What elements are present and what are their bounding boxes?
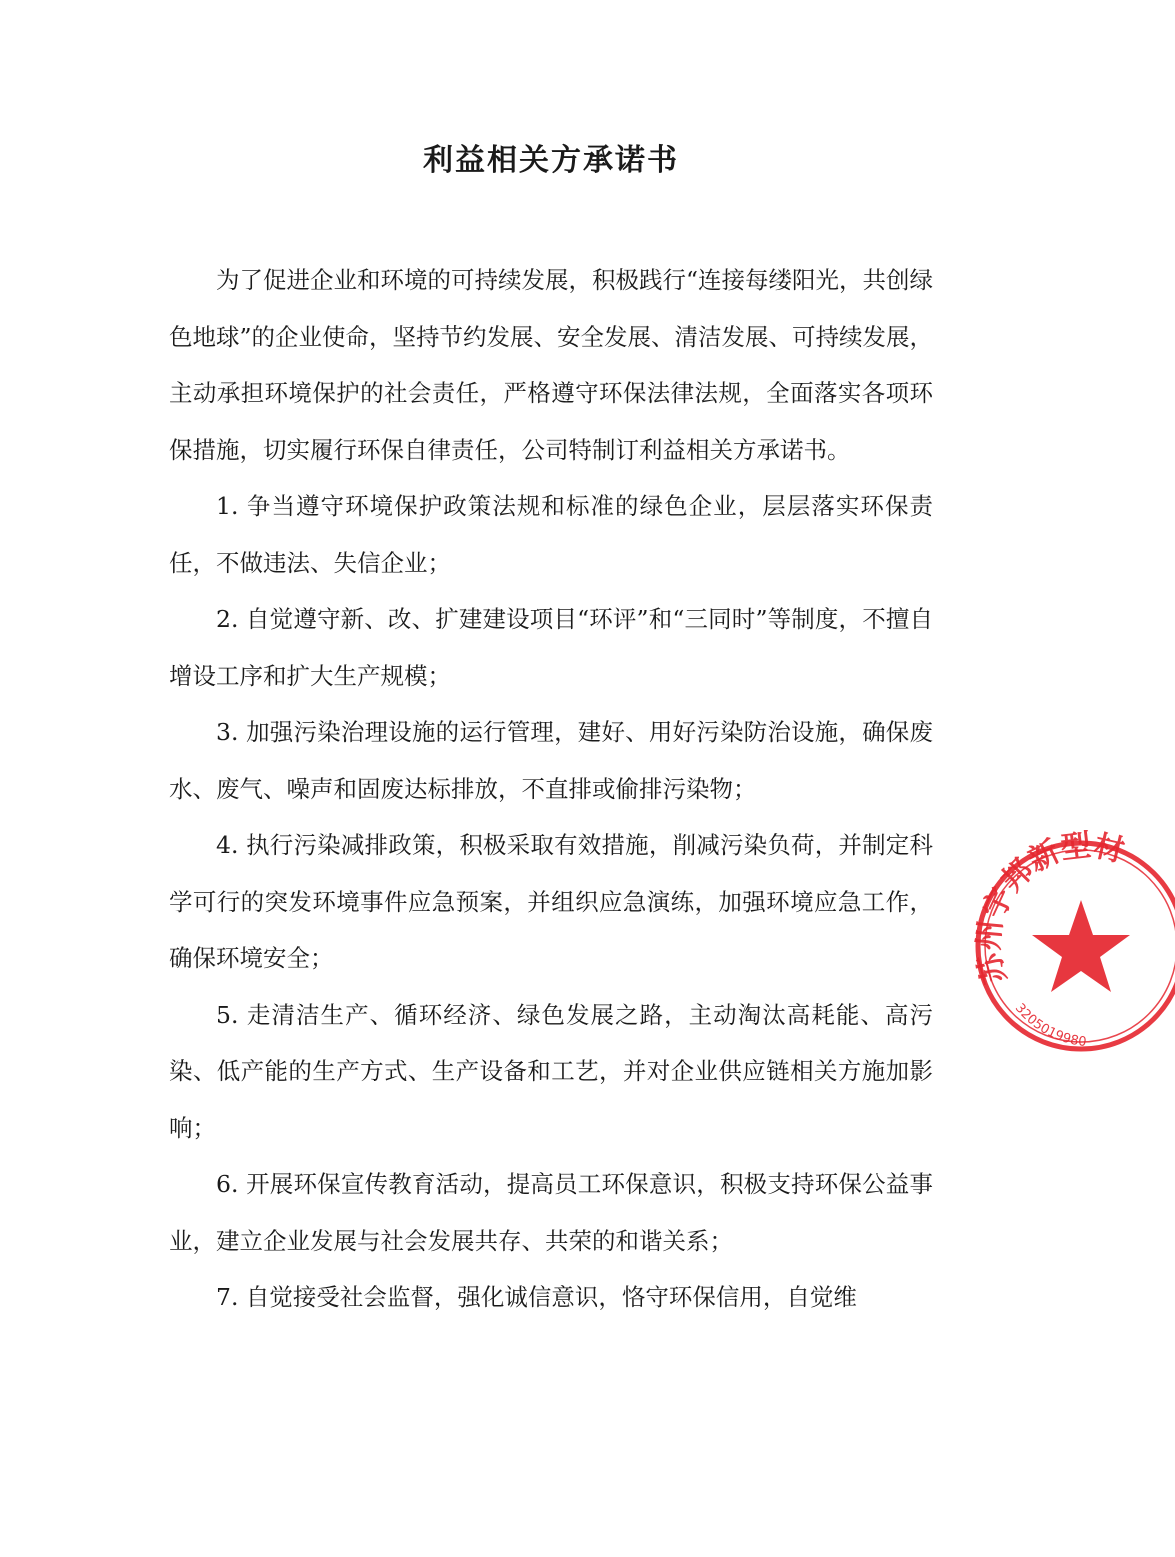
seal-company-name: 苏州宇邦新型材 [971, 827, 1128, 988]
commitment-item-5: 5. 走清洁生产、循环经济、绿色发展之路，主动淘汰高耗能、高污染、低产能的生产方式、生产设备和工艺，并对企业供应链相关方施加影响； [169, 1000, 933, 1142]
commitment-item-6: 6. 开展环保宣传教育活动，提高员工环保意识，积极支持环保公益事业，建立企业发展与社会发展共存、共荣的和谐关系； [169, 1170, 933, 1255]
intro-paragraph: 为了促进企业和环境的可持续发展，积极践行“连接每缕阳光，共创绿色地球”的企业使命，坚持节约发展、安全发展、清洁发展、可持续发展，主动承担环境保护的社会责任，严格遵守环保法律法规，全面落实各项环保措施，切实履行环保自律责任，公司特制订利益相关方承诺书。 [169, 266, 934, 464]
seal-number: 3205019980 [1011, 1000, 1088, 1051]
document-body [169, 252, 933, 1326]
document-title: 利益相关方承诺书 [423, 143, 679, 178]
commitment-item-7: 7. 自觉接受社会监督，强化诚信意识，恪守环保信用，自觉维 [216, 1283, 857, 1311]
commitment-item-4: 4. 执行污染减排政策，积极采取有效措施，削减污染负荷，并制定科学可行的突发环境事件应急预案，并组织应急演练，加强环境应急工作，确保环境安全； [169, 831, 933, 972]
company-seal [971, 827, 1175, 1052]
commitment-item-2: 2. 自觉遵守新、改、扩建建设项目“环评”和“三同时”等制度，不擅自增设工序和扩大生产规模； [169, 605, 933, 690]
commitment-item-3: 3. 加强污染治理设施的运行管理，建好、用好污染防治设施，确保废水、废气、噪声和固废达标排放，不直排或偷排污染物； [169, 718, 933, 803]
commitment-item-1: 1. 争当遵守环境保护政策法规和标准的绿色企业，层层落实环保责任，不做违法、失信企业； [169, 492, 933, 577]
seal-star-icon [1032, 900, 1130, 992]
